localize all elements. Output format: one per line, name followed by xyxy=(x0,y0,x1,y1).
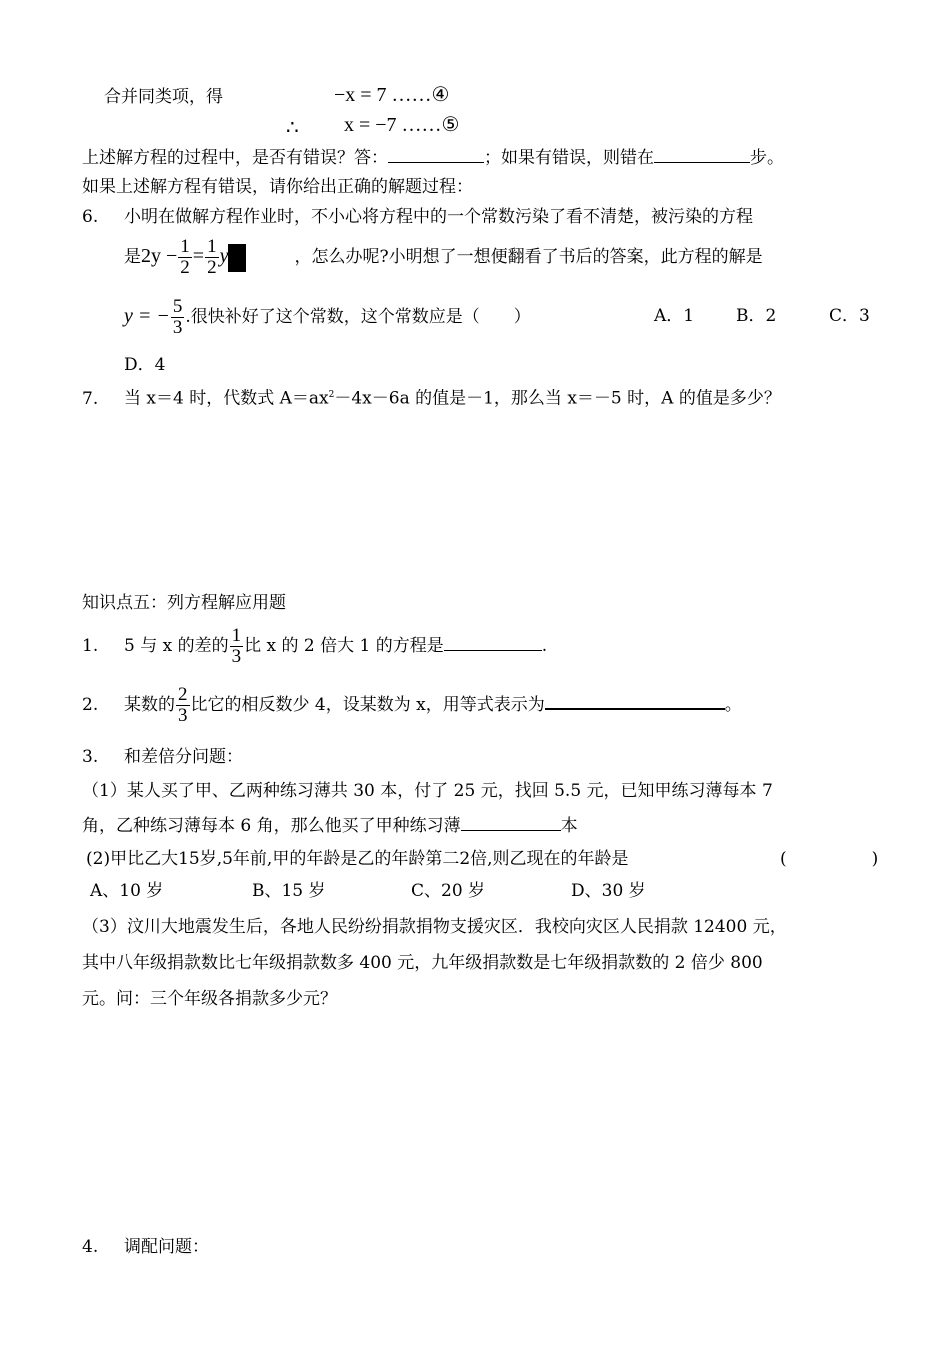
q6-text2: ，怎么办呢?小明想了一想便翻看了书后的答案，此方程的解是 xyxy=(294,247,763,267)
p2-option-a[interactable]: A、10 岁 xyxy=(90,881,164,901)
step4-equation: −x = 7 ……④ xyxy=(334,84,450,106)
error-check-mid: ；如果有错误，则错在 xyxy=(484,148,654,168)
p2-option-d[interactable]: D、30 岁 xyxy=(571,881,646,901)
fraction-numerator: 5 xyxy=(172,296,183,317)
q6-option-d[interactable]: D．4 xyxy=(124,355,166,375)
fraction-denominator: 3 xyxy=(178,705,188,726)
step-blank[interactable] xyxy=(654,146,750,163)
a3-title: 和差倍分问题： xyxy=(124,747,243,767)
q6-option-c[interactable]: C．3 xyxy=(829,306,870,326)
q7-superscript: 2 xyxy=(328,390,335,400)
ink-blot xyxy=(228,244,246,272)
fraction-denominator: 3 xyxy=(172,317,183,338)
q6-text3: .很快补好了这个常数，这个常数应是（ ） xyxy=(185,307,531,327)
q6-is: 是 xyxy=(124,247,141,267)
fraction-denominator: 2 xyxy=(207,257,217,278)
a2-post: 比它的相反数少 4，设某数为 x，用等式表示为 xyxy=(190,695,545,715)
error-check-end: 步。 xyxy=(750,148,784,168)
a3-line xyxy=(82,746,243,768)
a1-end: . xyxy=(541,636,548,656)
q7-text-b: －4x－6a 的值是－1，那么当 x＝－5 时，A 的值是多少？ xyxy=(334,388,781,409)
therefore-symbol: ∴ xyxy=(286,115,299,139)
a2-number: 2. xyxy=(82,695,99,715)
q6-fraction-2 xyxy=(205,237,219,278)
fraction-numerator: 1 xyxy=(180,236,190,257)
step4-label: 合并同类项，得 xyxy=(104,87,223,107)
a4-title: 调配问题： xyxy=(124,1237,209,1257)
section-title: 知识点五：列方程解应用题 xyxy=(82,593,286,613)
q7-line xyxy=(82,384,781,410)
a1-post: 比 x 的 2 倍大 1 的方程是 xyxy=(244,636,444,656)
correction-prompt: 如果上述解方程有错误，请你给出正确的解题过程： xyxy=(82,177,473,197)
a4-line xyxy=(82,1236,209,1258)
a1-fraction xyxy=(230,626,244,667)
a2-pre: 某数的 xyxy=(124,695,175,715)
q6-text1: 小明在做解方程作业时，不小心将方程中的一个常数污染了看不清楚，被污染的方程 xyxy=(124,207,753,227)
a1-answer-blank[interactable] xyxy=(444,634,542,651)
p3-line1: （3）汶川大地震发生后，各地人民纷纷捐款捐物支援灾区．我校向灾区人民捐款 12400 元， xyxy=(82,917,787,937)
q6-fraction-3 xyxy=(171,297,185,338)
p1-unit: 本 xyxy=(560,816,578,836)
p1-text: 角，乙种练习薄每本 6 角，那么他买了甲种练习薄 xyxy=(82,816,461,836)
q7-text-a: 当 x＝4 时，代数式 A＝ax xyxy=(124,388,329,409)
a2-end: 。 xyxy=(724,695,742,715)
p1-line1: （1）某人买了甲、乙两种练习薄共 30 本，付了 25 元，找回 5.5 元，已知甲练习薄每本 7 xyxy=(82,781,773,801)
p2-option-b[interactable]: B、15 岁 xyxy=(252,881,326,901)
fraction-numerator: 1 xyxy=(231,625,242,646)
p2-line: (2)甲比乙大15岁,5年前,甲的年龄是乙的年龄第二2倍,则乙现在的年龄是 xyxy=(86,849,629,869)
step5-equation: x = −7 ……⑤ xyxy=(344,114,460,136)
p2-option-c[interactable]: C、20 岁 xyxy=(411,881,486,901)
error-check-prompt: 上述解方程的过程中，是否有错误？答： xyxy=(82,148,388,168)
q6-option-b[interactable]: B．2 xyxy=(736,306,777,326)
p1-answer-blank[interactable] xyxy=(461,814,561,831)
a4-number: 4. xyxy=(82,1237,99,1257)
a3-number: 3. xyxy=(82,747,99,767)
q6-line2 xyxy=(124,234,763,278)
a2-line xyxy=(82,683,742,727)
q7-number: 7. xyxy=(82,388,99,409)
q6-solution-y: y = − xyxy=(124,305,170,327)
p3-line2: 其中八年级捐款数比七年级捐款数多 400 元，九年级捐款数是七年级捐款数的 2 倍少 800 xyxy=(82,953,763,973)
p3-line3: 元。问：三个年级各捐款多少元？ xyxy=(82,989,337,1009)
p1-line2 xyxy=(82,814,578,837)
fraction-numerator: 1 xyxy=(207,236,217,257)
q6-equals: = xyxy=(192,245,205,267)
a2-fraction xyxy=(176,685,190,726)
q6-fraction-1 xyxy=(178,237,192,278)
q6-line1 xyxy=(82,206,753,228)
error-check-question xyxy=(82,146,784,169)
a1-pre: 5 与 x 的差的 xyxy=(124,636,229,656)
q6-line3 xyxy=(124,294,531,338)
p2-answer-paren[interactable]: ( ) xyxy=(780,849,879,869)
q6-eq-left: 2y − xyxy=(141,245,178,267)
a2-answer-blank[interactable] xyxy=(545,692,725,710)
q6-eq-y: y xyxy=(219,245,229,267)
fraction-denominator: 2 xyxy=(180,257,190,278)
q6-option-a[interactable]: A．1 xyxy=(654,306,695,326)
answer-blank[interactable] xyxy=(388,146,484,163)
q6-number: 6. xyxy=(82,207,99,227)
a1-line xyxy=(82,624,547,668)
fraction-numerator: 2 xyxy=(178,684,188,705)
a1-number: 1. xyxy=(82,636,99,656)
fraction-denominator: 3 xyxy=(231,646,242,667)
